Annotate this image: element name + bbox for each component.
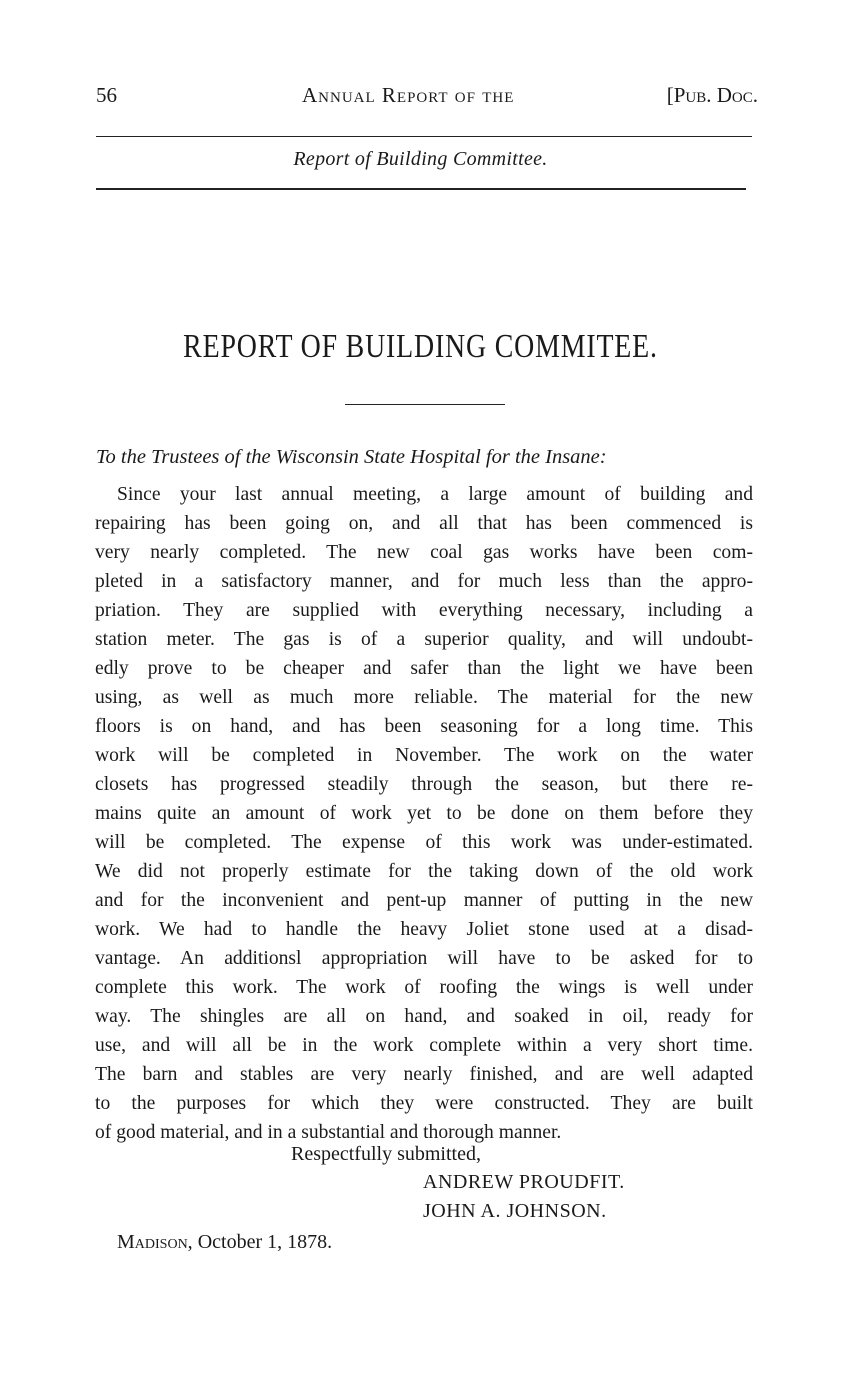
- body-line: repairing has been going on, and all that has been commenced is: [95, 513, 753, 534]
- body-line: edly prove to be cheaper and safer than the light we have been: [95, 658, 753, 679]
- body-line: The barn and stables are very nearly finished, and are well adapted: [95, 1064, 753, 1085]
- body-line: using, as well as much more reliable. The material for the new: [95, 687, 753, 708]
- page-number: 56: [96, 83, 117, 107]
- header-rule-top: [96, 136, 752, 137]
- body-line: Since your last annual meeting, a large amount of building and: [117, 484, 753, 505]
- body-line: will be completed. The expense of this work was under-estimated.: [95, 832, 753, 853]
- body-line: floors is on hand, and has been seasoning for a long time. This: [95, 716, 753, 737]
- body-line: way. The shingles are all on hand, and soaked in oil, ready for: [95, 1006, 753, 1027]
- closing-phrase: Respectfully submitted,: [291, 1143, 481, 1165]
- title-divider: [345, 404, 505, 405]
- body-line: of good material, and in a substantial and thorough manner.: [95, 1122, 562, 1143]
- document-reference: [Pub. Doc.: [666, 83, 758, 107]
- body-line: to the purposes for which they were constructed. They are built: [95, 1093, 753, 1114]
- body-line: We did not properly estimate for the taking down of the old work: [95, 861, 753, 882]
- dateline: [117, 1231, 332, 1254]
- dateline-place: Madison,: [117, 1231, 193, 1253]
- body-line: pleted in a satisfactory manner, and for much less than the appro-: [95, 571, 753, 592]
- running-title: Annual Report of the: [302, 83, 515, 107]
- body-line: work will be completed in November. The work on the water: [95, 745, 753, 766]
- body-line: station meter. The gas is of a superior quality, and will undoubt-: [95, 629, 753, 650]
- body-line: and for the inconvenient and pent-up manner of putting in the new: [95, 890, 753, 911]
- body-line: use, and will all be in the work complete within a very short time.: [95, 1035, 753, 1056]
- body-line: closets has progressed steadily through the season, but there re-: [95, 774, 753, 795]
- signer-name: JOHN A. JOHNSON.: [423, 1200, 607, 1222]
- body-line: priation. They are supplied with everything necessary, including a: [95, 600, 753, 621]
- body-line: mains quite an amount of work yet to be done on them before they: [95, 803, 753, 824]
- section-subtitle: Report of Building Committee.: [293, 148, 548, 170]
- body-line: vantage. An additionsl appropriation will have to be asked for to: [95, 948, 753, 969]
- page-header: [96, 83, 758, 111]
- report-body: [95, 480, 753, 1147]
- salutation: To the Trustees of the Wisconsin State Hospital for the Insane:: [96, 446, 607, 468]
- dateline-date: October 1, 1878.: [197, 1231, 333, 1253]
- header-rule-bottom: [96, 188, 746, 190]
- body-line: complete this work. The work of roofing the wings is well under: [95, 977, 753, 998]
- report-title: REPORT OF BUILDING COMMITEE.: [183, 328, 658, 365]
- signer-name: ANDREW PROUDFIT.: [423, 1171, 625, 1193]
- body-line: very nearly completed. The new coal gas works have been com-: [95, 542, 753, 563]
- body-line: work. We had to handle the heavy Joliet stone used at a disad-: [95, 919, 753, 940]
